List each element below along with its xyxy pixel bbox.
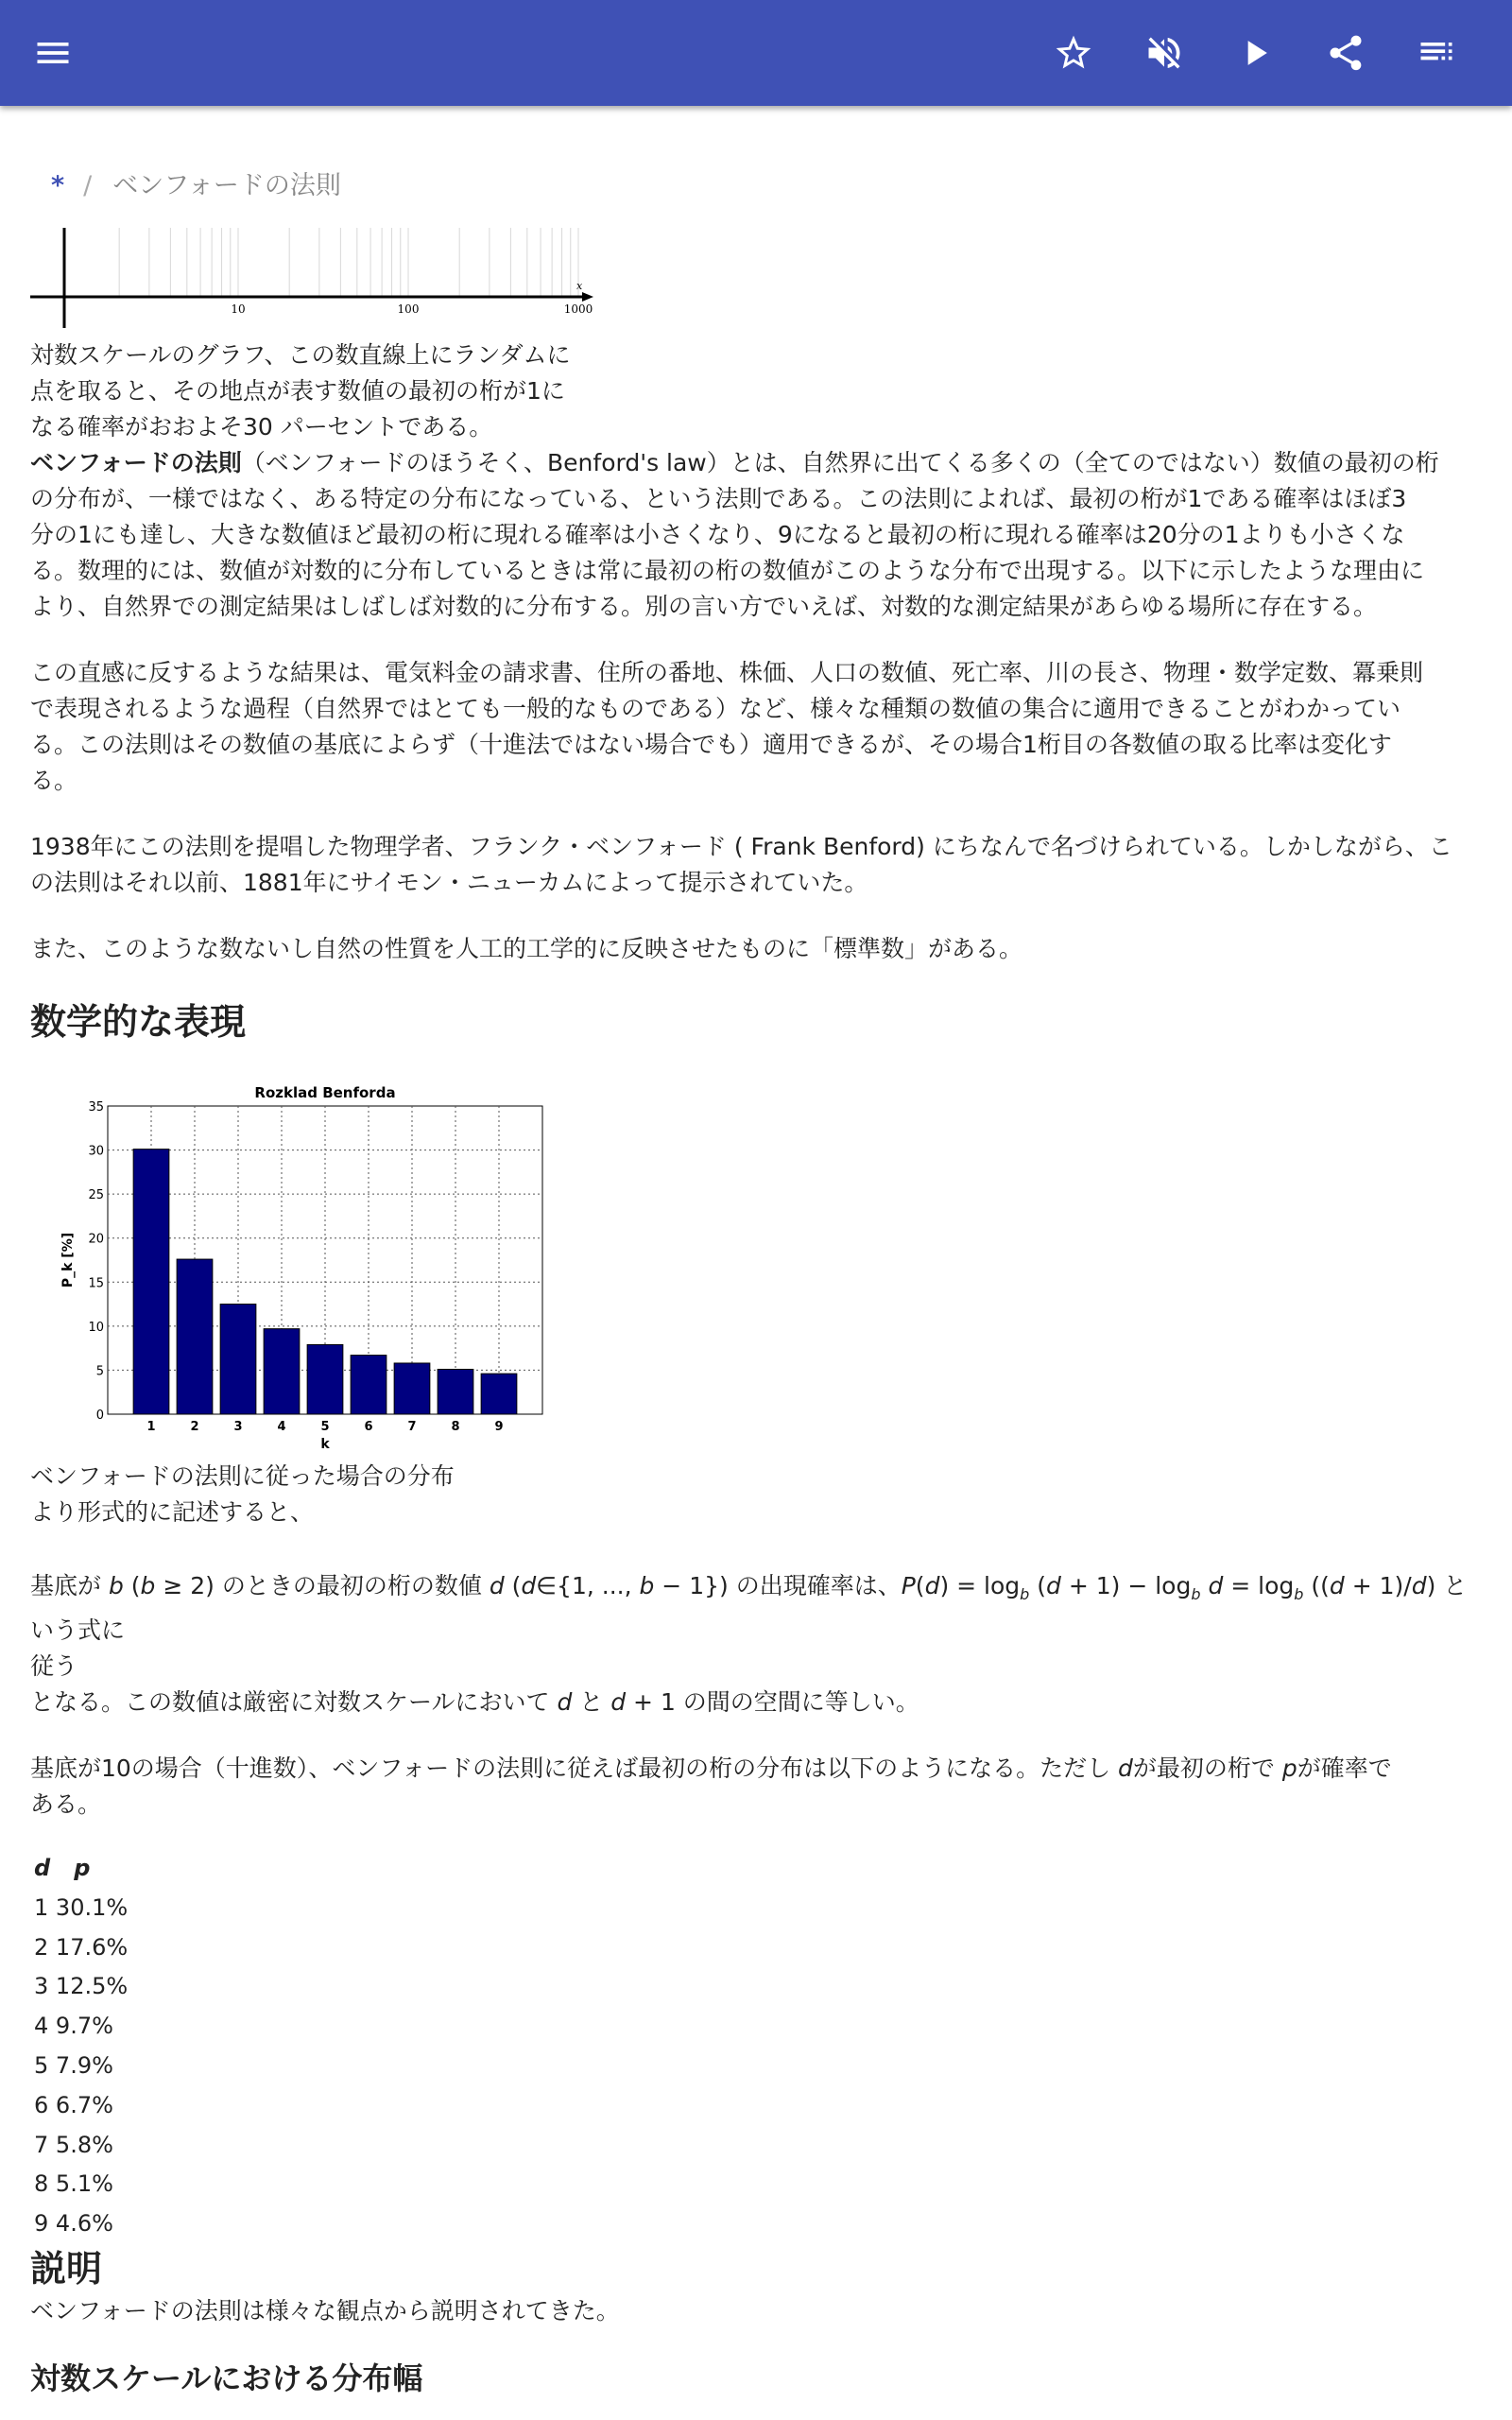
x-tick-label: 1 bbox=[146, 1420, 156, 1434]
breadcrumb-separator: / bbox=[83, 171, 93, 200]
bar-digit-5[interactable] bbox=[307, 1344, 343, 1414]
play-icon bbox=[1234, 32, 1276, 74]
play-button[interactable] bbox=[1225, 23, 1285, 83]
breadcrumb-current: ベンフォードの法則 bbox=[112, 171, 341, 200]
y-tick-label: 20 bbox=[88, 1232, 104, 1247]
bar-digit-9[interactable] bbox=[481, 1374, 517, 1414]
breadcrumb bbox=[30, 164, 1482, 201]
y-tick-label: 5 bbox=[95, 1364, 104, 1379]
tick-label-10: 10 bbox=[231, 302, 246, 316]
bar-digit-3[interactable] bbox=[220, 1305, 256, 1414]
article bbox=[30, 106, 1482, 2399]
digit-probability-table bbox=[34, 1849, 1482, 2244]
bar-digit-1[interactable] bbox=[133, 1150, 169, 1414]
intro-paragraph-4: また、このような数ないし自然の性質を人工的工学的に反映させたものに「標準数」がある。 bbox=[30, 935, 1023, 962]
log-scale-number-line-figure[interactable] bbox=[30, 222, 597, 334]
chart-title: Rozklad Benforda bbox=[254, 1084, 396, 1101]
table-row: 4 9.7% bbox=[34, 2013, 113, 2040]
formula-paragraph: 基底が b (b ≥ 2) のときの最初の桁の数値 d (d∈{1, ..., b − 1}) の出現確率は、$P(d) = \log_b (d + 1) - \log_b d = \log_b ((d + 1)/d)$ という式に 従う となる。この数値は厳密に対数スケールにおいて d と d + 1 の間の空間に等しい。 bbox=[30, 1568, 1482, 1720]
caption-line: 点を取ると、その地点が表す数値の最初の桁が1に bbox=[30, 377, 565, 405]
hamburger-menu-icon bbox=[32, 32, 74, 74]
section-heading-explanation: 説明 bbox=[30, 2247, 103, 2290]
bookmark-button[interactable] bbox=[1043, 23, 1104, 83]
x-tick-label: 5 bbox=[320, 1420, 330, 1434]
x-tick-label: 6 bbox=[364, 1420, 373, 1434]
breadcrumb-home-link[interactable]: * bbox=[51, 171, 65, 200]
bar-digit-6[interactable] bbox=[351, 1356, 387, 1414]
menu-button[interactable] bbox=[23, 23, 83, 83]
explanation-text: ベンフォードの法則は様々な観点から説明されてきた。 bbox=[30, 2296, 620, 2325]
term-bold: ベンフォードの法則 bbox=[30, 449, 242, 476]
table-row: 5 7.9% bbox=[34, 2051, 113, 2079]
formula-note: となる。この数値は厳密に対数スケールにおいて d と d + 1 の間の空間に等しい。 bbox=[30, 1688, 919, 1716]
table-header: d p bbox=[34, 1855, 91, 1881]
figure1-caption bbox=[30, 337, 1482, 445]
section-heading-math: 数学的な表現 bbox=[30, 1001, 247, 1043]
table-row: 1 30.1% bbox=[34, 1893, 129, 1921]
y-tick-label: 25 bbox=[88, 1188, 104, 1203]
chart-y-axis-label: P_k [%] bbox=[60, 1232, 76, 1288]
playlist-icon bbox=[1416, 32, 1457, 74]
table-row: 2 17.6% bbox=[34, 1933, 129, 1961]
table-row: 7 5.8% bbox=[34, 2131, 113, 2158]
y-tick-label: 10 bbox=[88, 1320, 104, 1335]
star-outline-icon bbox=[1053, 32, 1094, 74]
x-tick-label: 8 bbox=[451, 1420, 460, 1434]
intro-paragraph-1: ベンフォードの法則（ベンフォードのほうそく、Benford's law）とは、自然界に出てくる多くの（全てのではない）数値の最初の桁 の分布が、一様ではなく、ある特定の分布になっている、という法則である。この法則によれば、最初の桁が1である確率はほぼ3 分の1にも達し、大きな数値ほど最初の桁に現れる確率は小さくなり、9になると最初の桁に現れる確率は20分の1よりも小さくな る。数理的には、数値が対数的に分布しているときは常に最初の桁の数値がこのような分布で出現する。以下に示したような理由に より、自然界での測定結果はしばしば対数的に分布する。別の言い方でいえば、対数的な測定結果があらゆる場所に存在する。 bbox=[30, 449, 1439, 620]
formula-line: 基底が b (b ≥ 2) のときの最初の桁の数値 d (d∈{1, ..., b − 1}) の出現確率は、$P(d) = \log_b (d + 1) - \log_b d = \log_b ((d + 1)/d)$ という式に bbox=[30, 1572, 1468, 1644]
chart-x-axis-label: k bbox=[320, 1437, 330, 1452]
intro-paragraph-3: 1938年にこの法則を提唱した物理学者、フランク・ベンフォード ( Frank Benford) にちなんで名づけられている。しかしながら、こ の法則はそれ以前、1881年にサイモン・ニューカムによって提示されていた。 bbox=[30, 833, 1452, 896]
tick-label-1000: 1000 bbox=[563, 302, 593, 316]
x-tick-label: 2 bbox=[190, 1420, 199, 1434]
bar-digit-2[interactable] bbox=[177, 1259, 213, 1414]
tick-label-100: 100 bbox=[397, 302, 420, 316]
mute-button[interactable] bbox=[1134, 23, 1194, 83]
axis-label-x: x bbox=[576, 280, 583, 292]
table-row: 3 12.5% bbox=[34, 1973, 129, 2000]
y-tick-label: 35 bbox=[88, 1100, 104, 1115]
share-icon bbox=[1325, 32, 1366, 74]
app-bar bbox=[0, 0, 1512, 106]
table-row: 8 5.1% bbox=[34, 2170, 113, 2198]
y-tick-label: 30 bbox=[88, 1144, 104, 1159]
bar-digit-8[interactable] bbox=[438, 1369, 473, 1414]
base10-paragraph: 基底が10の場合（十進数）、ベンフォードの法則に従えば最初の桁の分布は以下のようになる。ただし dが最初の桁で pが確率で ある。 bbox=[30, 1754, 1392, 1818]
x-tick-label: 7 bbox=[407, 1420, 417, 1434]
y-tick-label: 0 bbox=[95, 1409, 104, 1423]
benford-bar-chart[interactable] bbox=[30, 1050, 559, 1453]
share-button[interactable] bbox=[1315, 23, 1376, 83]
intro-paragraph-2: この直感に反するような結果は、電気料金の請求書、住所の番地、株価、人口の数値、死亡率、川の長さ、物理・数学定数、冪乗則 で表現されるような過程（自然界ではとても一般的なものである）など、様々な種類の数値の集合に適用できることがわかってい る。この法則はその数値の基底によらず（十進法ではない場合でも）適用できるが、その場合1桁目の各数値の取る比率は変化す る。 bbox=[30, 659, 1424, 794]
contents-button[interactable] bbox=[1406, 23, 1467, 83]
x-tick-label: 4 bbox=[277, 1420, 286, 1434]
bar-digit-7[interactable] bbox=[394, 1363, 430, 1414]
chart-caption: ベンフォードの法則に従った場合の分布 bbox=[30, 1462, 455, 1490]
x-tick-label: 3 bbox=[233, 1420, 243, 1434]
formal-intro: より形式的に記述すると、 bbox=[30, 1498, 315, 1526]
x-tick-label: 9 bbox=[494, 1420, 504, 1434]
volume-off-icon bbox=[1143, 32, 1185, 74]
section-heading-log-scale: 対数スケールにおける分布幅 bbox=[30, 2360, 423, 2396]
caption-line: なる確率がおおよそ30 パーセントである。 bbox=[30, 413, 493, 441]
table-row: 6 6.7% bbox=[34, 2091, 113, 2118]
y-tick-label: 15 bbox=[88, 1276, 104, 1291]
caption-line: 対数スケールのグラフ、この数直線上にランダムに bbox=[30, 341, 571, 369]
x-axis-arrow bbox=[582, 292, 593, 302]
table-row: 9 4.6% bbox=[34, 2210, 113, 2238]
bar-digit-4[interactable] bbox=[264, 1329, 300, 1414]
